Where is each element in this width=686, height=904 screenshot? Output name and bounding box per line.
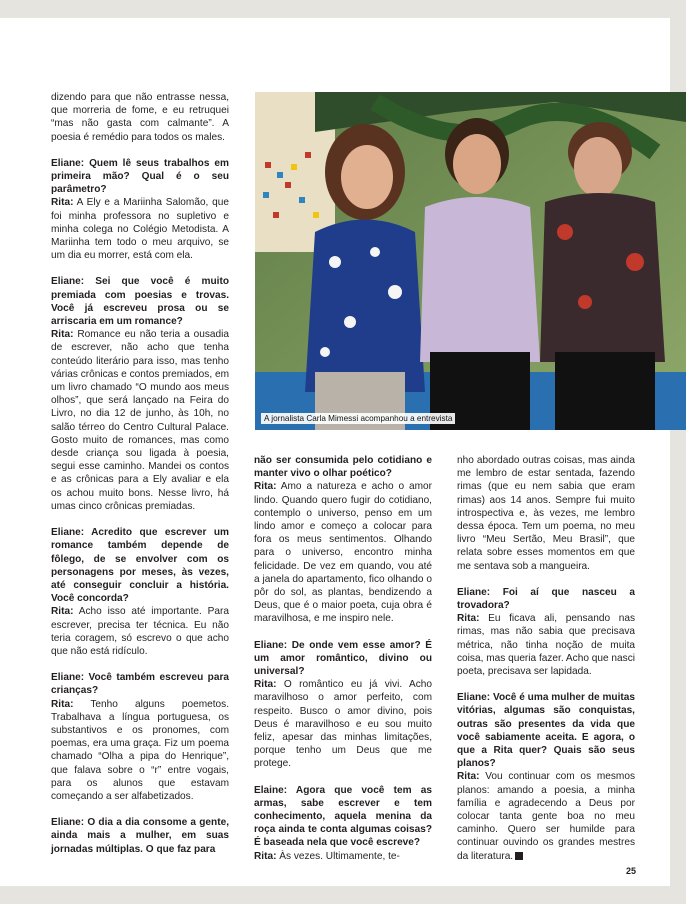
- question: Elaine: Agora que você tem as armas, sabe escrever e tem conhecimento, aquela menina da roça ainda te conta algumas coisas? É baseada nela que você escreve?: [254, 784, 432, 849]
- photo-caption: A jornalista Carla Mimessi acompanhou a entrevista: [261, 413, 455, 424]
- answer-speaker: Rita:: [51, 698, 74, 710]
- column-2: [254, 454, 432, 863]
- question: Eliane: Quem lê seus trabalhos em primeira mão? Qual é o seu parâmetro?: [51, 157, 229, 196]
- question: Eliane: Você também escreveu para crianças?: [51, 672, 229, 697]
- interview-photo: [255, 92, 686, 430]
- intro-paragraph: dizendo para que não entrasse nessa, que morreria de fome, e eu retruquei “mas não gasta com calmante”. A poesia é remédio para todos os males.: [51, 92, 229, 143]
- answer-continuation: nho abordado outras coisas, mas ainda me lembro de estar sentada, fazendo rimas (que eu nem sabia que eram rimas) aos 14 anos. Sempre fui muito introspectiva e, às vezes, me lembro dessa época. Tem um poema, no meu livro “Meu Sertão, Meu Brasil”, que relata sobre esses momentos em que me sentava sob a mangueira.: [457, 455, 635, 572]
- answer-speaker: Rita:: [51, 197, 74, 209]
- answer-speaker: Rita:: [254, 679, 277, 691]
- question: Eliane: Sei que você é muito premiada com poesias e trovas. Você já escreveu prosa ou se arriscaria em um romance?: [51, 276, 229, 328]
- page-number: 25: [626, 866, 637, 876]
- qa-block: [457, 586, 635, 678]
- qa-block: [254, 784, 432, 863]
- question: Eliane: Foi aí que nasceu a trovadora?: [457, 586, 635, 612]
- answer-speaker: Rita:: [457, 613, 480, 625]
- answer: A Ely e a Mariinha Salomão, que foi minha professora no supletivo e minha colega no Colégio Metodista. A Mariinha tem todo o meu arquivo, se um dia eu morrer, está com ela.: [51, 197, 229, 262]
- answer: Romance eu não teria a ousadia de escrever, não acho que tenha conteúdo literário para isso, mas tenho várias crônicas e contos premiados, em um livro chamado “O mundo aos meus olhos”, que será lançado na Feira do Livro, no dia 12 de junho, às 10h, no salão térreo do Centro Cultural Palace. Gosto muito de romances, mas como desde criança sou ligada à poesia, segui esse caminho. Mandei os contos e as crônicas para a Ely avaliar e ela os achou muito bons. Nesse livro, há umas cinco crônicas premiadas.: [51, 329, 229, 512]
- photo-illustration: [255, 92, 686, 430]
- question: Eliane: Você é uma mulher de muitas vitórias, algumas são conquistas, outras são presentes da vida que você sabiamente aceita. E agora, o que a Rita quer? Quais são seus planos?: [457, 692, 635, 770]
- question: Eliane: O dia a dia consome a gente, ainda mais a mulher, em suas jornadas múltiplas. O que faz para: [51, 817, 229, 855]
- answer: O romântico eu já vivi. Acho maravilhoso o amor perfeito, com respeito. Busco o amor divino, pois Deus é maravilhoso e eu sou muito feliz, apesar das minhas limitações, porque tenho um Deus que me protege.: [254, 679, 432, 770]
- answer-speaker: Rita:: [254, 850, 277, 862]
- answer: Acho isso até importante. Para escrever, precisa ter técnica. Eu não teria coragem, só escrevo o que acho que não está ridículo.: [51, 606, 229, 657]
- answer-speaker: Rita:: [254, 481, 277, 493]
- qa-block: [51, 157, 229, 263]
- qa-block: [51, 671, 229, 803]
- end-of-article-icon: [515, 852, 523, 860]
- qa-block: [51, 526, 229, 658]
- answer: Eu ficava ali, pensando nas rimas, mas não sabia que precisava métrica, não tinha noção de muita coisa, mas queria fazer. Acho que nasci poeta, precisava ser lapidada.: [457, 613, 635, 678]
- question: Eliane: De onde vem esse amor? É um amor romântico, divino ou universal?: [254, 639, 432, 678]
- column-1: [51, 91, 229, 856]
- qa-block: [254, 639, 432, 771]
- answer: Amo a natureza e acho o amor lindo. Quando quero fugir do cotidiano, contemplo o universo, penso em um lindo amor e começo a colocar para fora os meus sentimentos. Olhando para o universo, encontro minha felicidade. De vez em quando, vou até a janela do apartamento, fico olhando o pôr do sol, as plantas, bendizendo a Deus, que é o maior poeta, cuja obra é maravilhosa, e me inspiro nele.: [254, 481, 432, 625]
- question: não ser consumida pelo cotidiano e manter vivo o olhar poético?: [254, 455, 432, 480]
- qa-block: [254, 454, 432, 626]
- answer: Vou continuar com os mesmos planos: amando a poesia, a minha família e agradecendo a Deus por colocar tanta gente boa no meu caminho. Quero ser humilde para continuar ouvindo os grandes mestres da literatura.: [457, 771, 635, 862]
- qa-block: [51, 816, 229, 856]
- answer-speaker: Rita:: [51, 606, 74, 618]
- answer: Tenho alguns poemetos. Trabalhava a língua portuguesa, os substantivos e os pronomes, com poemas, era uma graça. Fiz um poema chamado “Olha a pipa do Henrique”, que falava sobre o “r” entre vogais, para os alunos que estavam começando a ser alfabetizados.: [51, 698, 229, 802]
- column-3: [457, 454, 635, 863]
- answer-speaker: Rita:: [51, 329, 74, 341]
- qa-block: [457, 691, 635, 863]
- question: Eliane: Acredito que escrever um romance também depende de fôlego, de se envolver com os personagens por meses, às vezes, até conseguir concluir a história. Você concorda?: [51, 527, 229, 605]
- answer: Às vezes. Ultimamente, te-: [276, 850, 400, 862]
- qa-block: [51, 275, 229, 513]
- answer-speaker: Rita:: [457, 771, 480, 783]
